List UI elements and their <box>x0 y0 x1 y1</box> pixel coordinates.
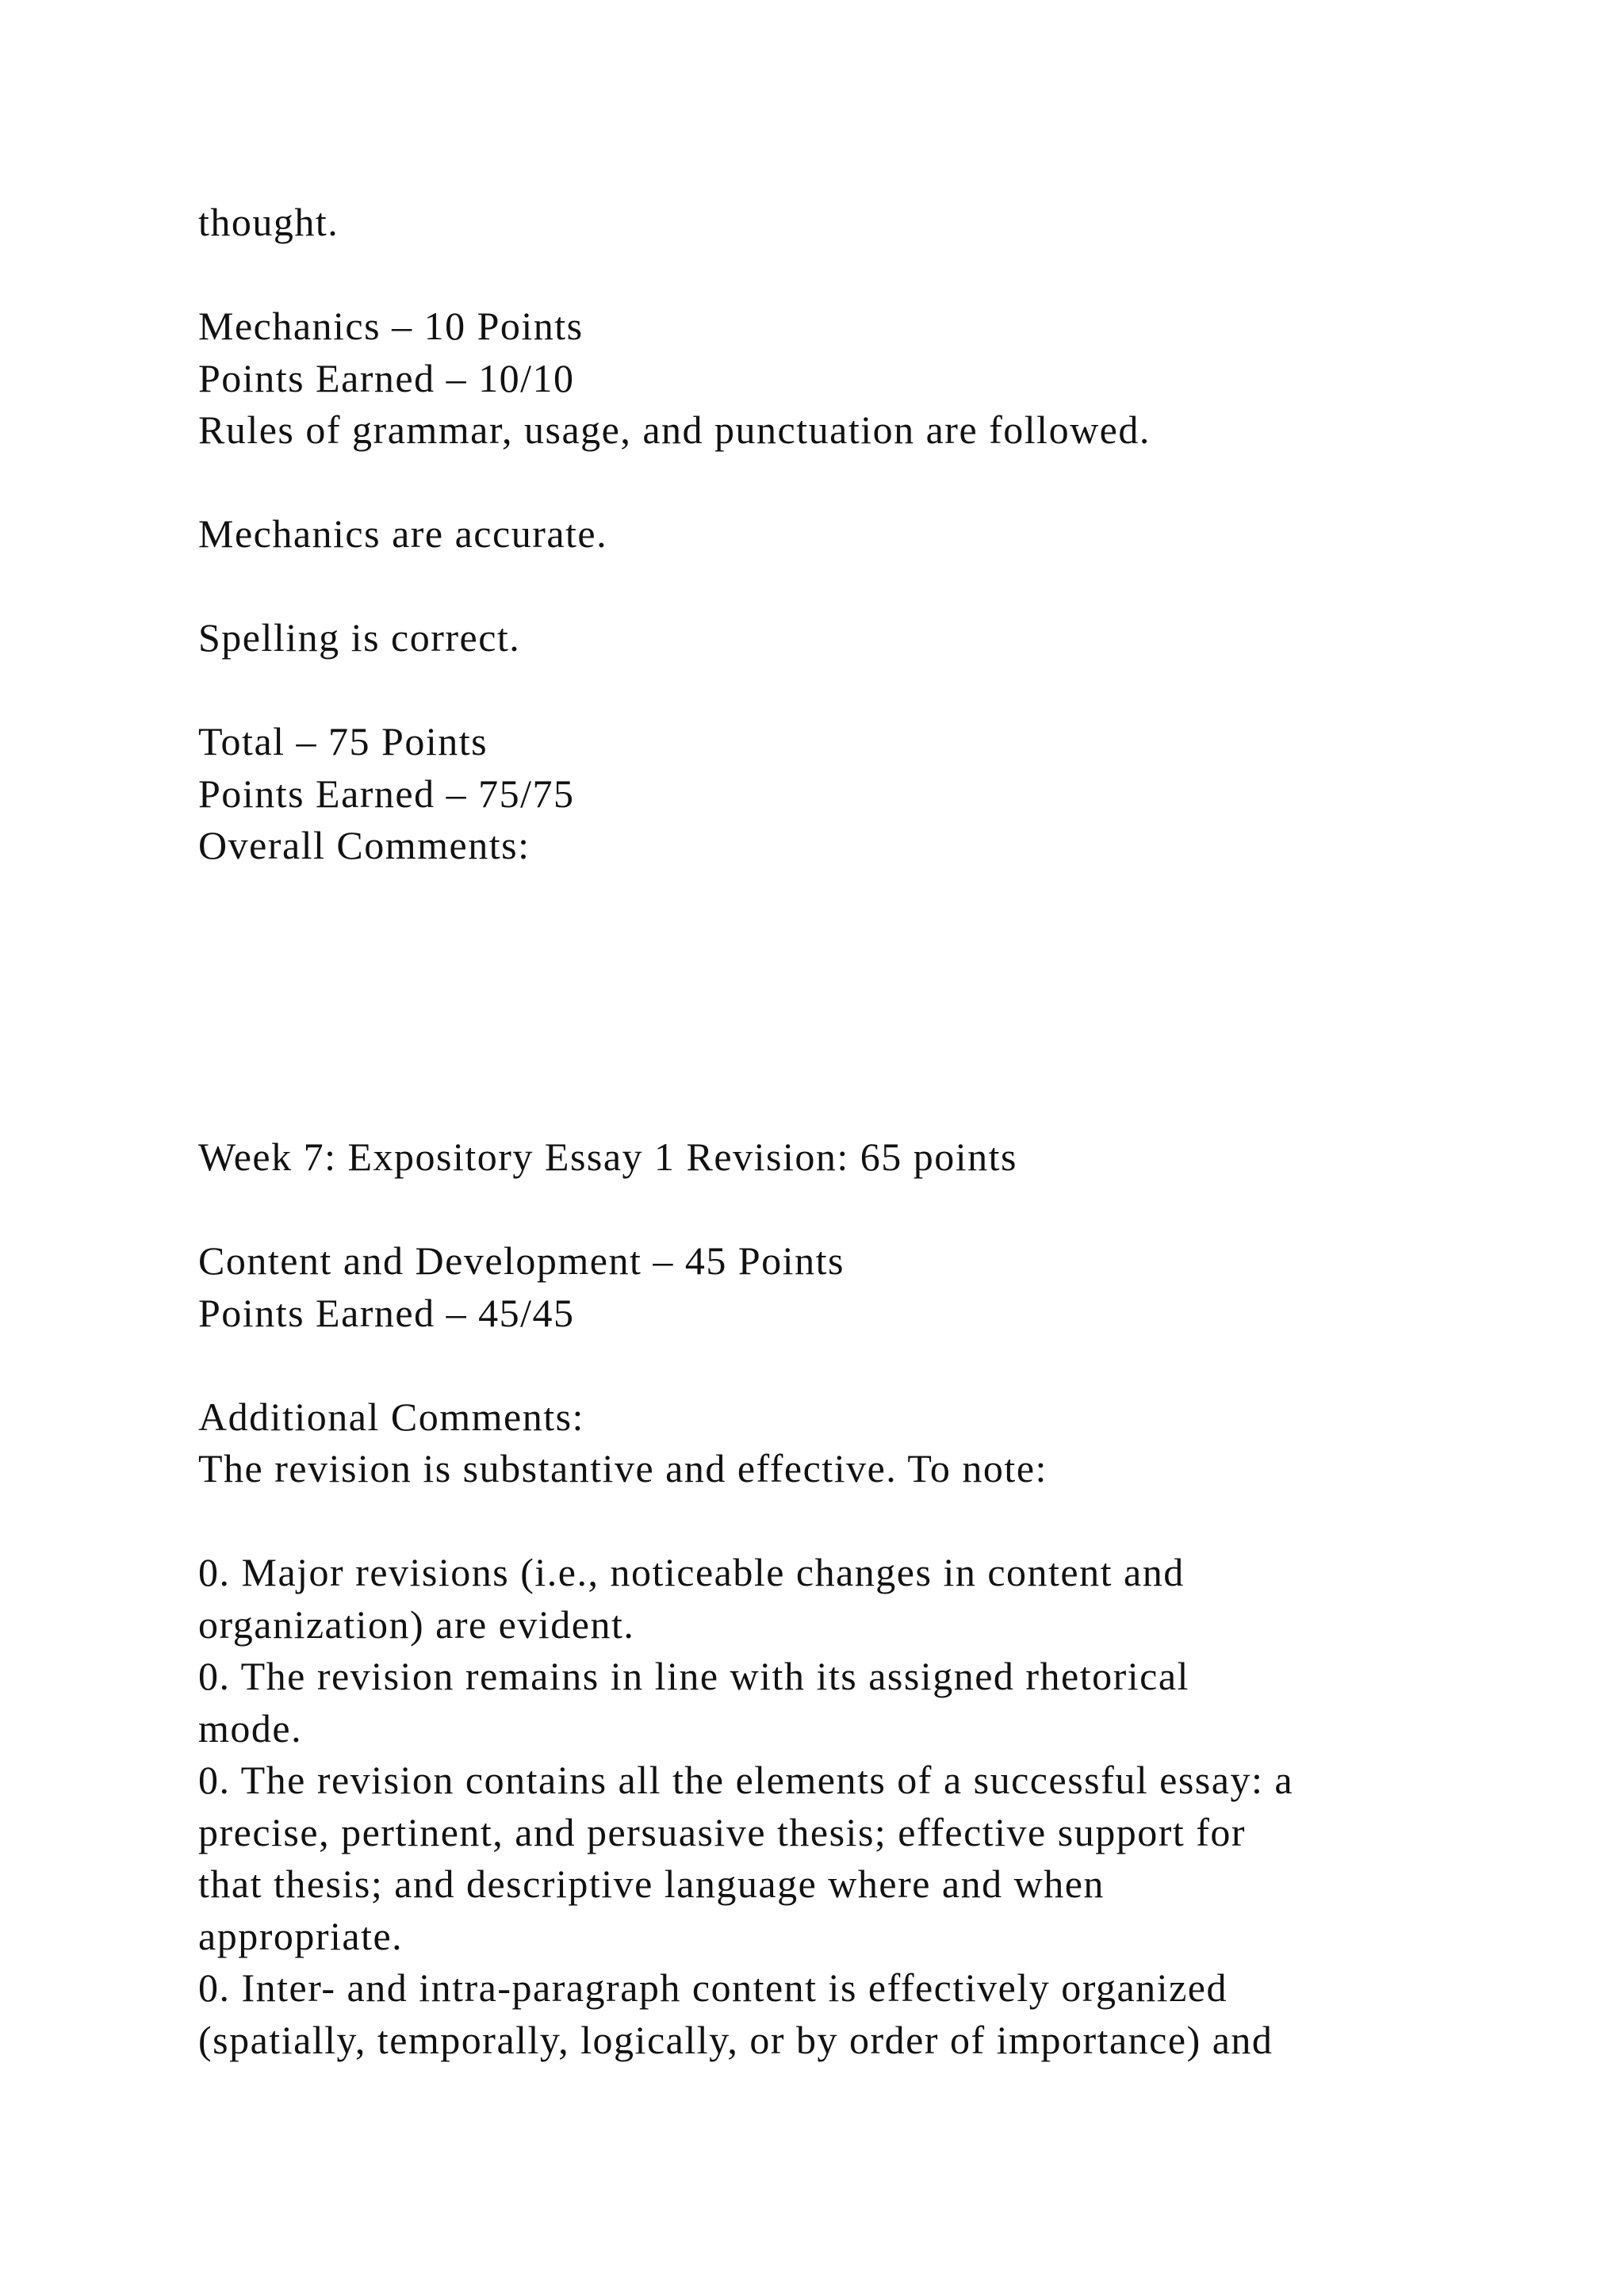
blank-line <box>198 1184 1483 1236</box>
blank-line <box>198 249 1483 301</box>
list-item-line: 0. Inter- and intra-paragraph content is effectively organized <box>198 1965 1228 2010</box>
overall-comments-label: Overall Comments: <box>198 823 530 867</box>
week7-title: Week 7: Expository Essay 1 Revision: 65 points <box>198 1135 1017 1179</box>
total-points-earned: Points Earned – 75/75 <box>198 771 575 816</box>
blank-line <box>198 1339 1483 1391</box>
mechanics-points-earned: Points Earned – 10/10 <box>198 355 575 400</box>
list-item-line: mode. <box>198 1705 303 1751</box>
total-heading: Total – 75 Points <box>198 719 488 763</box>
content-points-earned: Points Earned – 45/45 <box>198 1290 575 1335</box>
blank-line <box>198 561 1483 613</box>
mechanics-criterion: Rules of grammar, usage, and punctuation are followed. <box>198 408 1151 452</box>
content-development-heading: Content and Development – 45 Points <box>198 1238 845 1283</box>
mechanics-criterion: Mechanics are accurate. <box>198 511 608 556</box>
blank-line <box>198 664 1483 717</box>
mechanics-criterion: Spelling is correct. <box>198 615 521 660</box>
list-item-line: 0. The revision contains all the elements of a successful essay: a <box>198 1758 1294 1802</box>
document-page <box>198 197 1483 2066</box>
list-item-line: organization) are evident. <box>198 1601 635 1647</box>
blank-line <box>198 1495 1483 1548</box>
revision-intro: The revision is substantive and effective. To note: <box>198 1446 1048 1490</box>
continuation-text: thought. <box>198 200 339 244</box>
list-item-line: that thesis; and descriptive language where and when <box>198 1862 1105 1906</box>
list-item-line: 0. The revision remains in line with its assigned rhetorical <box>198 1654 1189 1698</box>
mechanics-heading: Mechanics – 10 Points <box>198 304 584 348</box>
list-item-line: 0. Major revisions (i.e., noticeable changes in content and <box>198 1550 1185 1594</box>
list-item-line: appropriate. <box>198 1913 404 1958</box>
list-item-line: (spatially, temporally, logically, or by order of importance) and <box>198 2017 1274 2062</box>
list-item-line: precise, pertinent, and persuasive thesis; effective support for <box>198 1809 1247 1854</box>
blank-line <box>198 457 1483 509</box>
blank-space <box>198 872 1483 1132</box>
additional-comments-label: Additional Comments: <box>198 1394 584 1439</box>
